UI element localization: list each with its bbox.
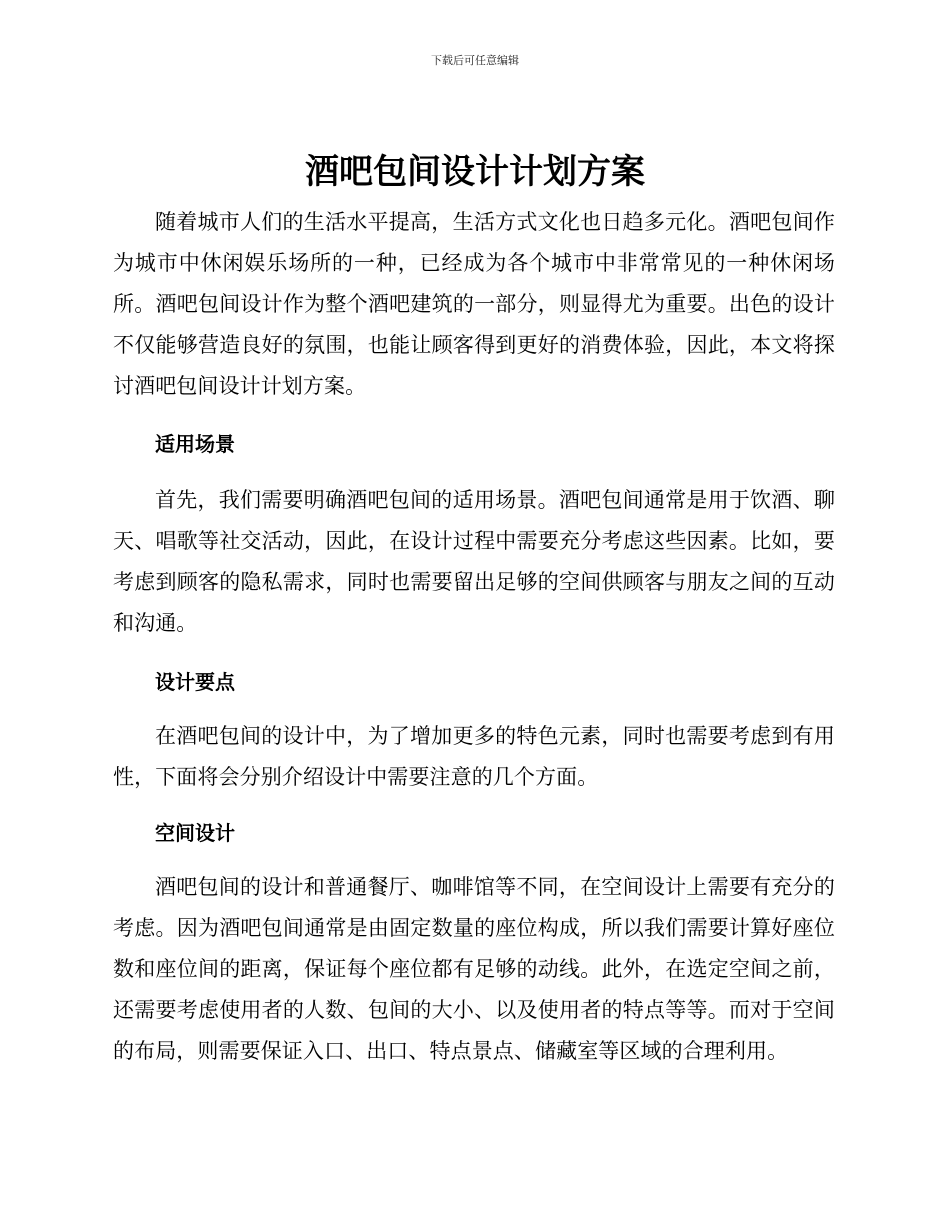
- section-heading-block: [113, 431, 835, 457]
- section-heading-scenarios: 适用场景: [155, 432, 235, 456]
- page-header-note: 下载后可任意编辑: [431, 54, 519, 67]
- document-title: 酒吧包间设计计划方案: [305, 152, 645, 192]
- section-heading-space-design: 空间设计: [155, 821, 235, 845]
- section-heading-key-points: 设计要点: [155, 670, 235, 694]
- section-body-block: [113, 716, 835, 798]
- section-body-key-points: 在酒吧包间的设计中，为了增加更多的特色元素，同时也需要考虑到有用性，下面将会分别介绍设计中需要注意的几个方面。: [113, 724, 835, 789]
- section-body-space-design: 酒吧包间的设计和普通餐厅、咖啡馆等不同，在空间设计上需要有充分的考虑。因为酒吧包间通常是由固定数量的座位构成，所以我们需要计算好座位数和座位间的距离，保证每个座位都有足够的动线。此外，在选定空间之前，还需要考虑使用者的人数、包间的大小、以及使用者的特点等等。而对于空间的布局，则需要保证入口、出口、特点景点、储藏室等区域的合理利用。: [113, 875, 835, 1063]
- intro-paragraph: 随着城市人们的生活水平提高，生活方式文化也日趋多元化。酒吧包间作为城市中休闲娱乐场所的一种，已经成为各个城市中非常常见的一种休闲场所。酒吧包间设计作为整个酒吧建筑的一部分，则显得尤为重要。出色的设计不仅能够营造良好的氛围，也能让顾客得到更好的消费体验，因此，本文将探讨酒吧包间设计计划方案。: [113, 210, 835, 398]
- section-body-block: [113, 867, 835, 1072]
- intro-block: [113, 202, 835, 407]
- section-heading-block: [113, 669, 835, 695]
- section-body-scenarios: 首先，我们需要明确酒吧包间的适用场景。酒吧包间通常是用于饮酒、聊天、唱歌等社交活动，因此，在设计过程中需要充分考虑这些因素。比如，要考虑到顾客的隐私需求，同时也需要留出足够的空间供顾客与朋友之间的互动和沟通。: [113, 488, 835, 635]
- section-heading-block: [113, 820, 835, 846]
- section-body-block: [113, 480, 835, 644]
